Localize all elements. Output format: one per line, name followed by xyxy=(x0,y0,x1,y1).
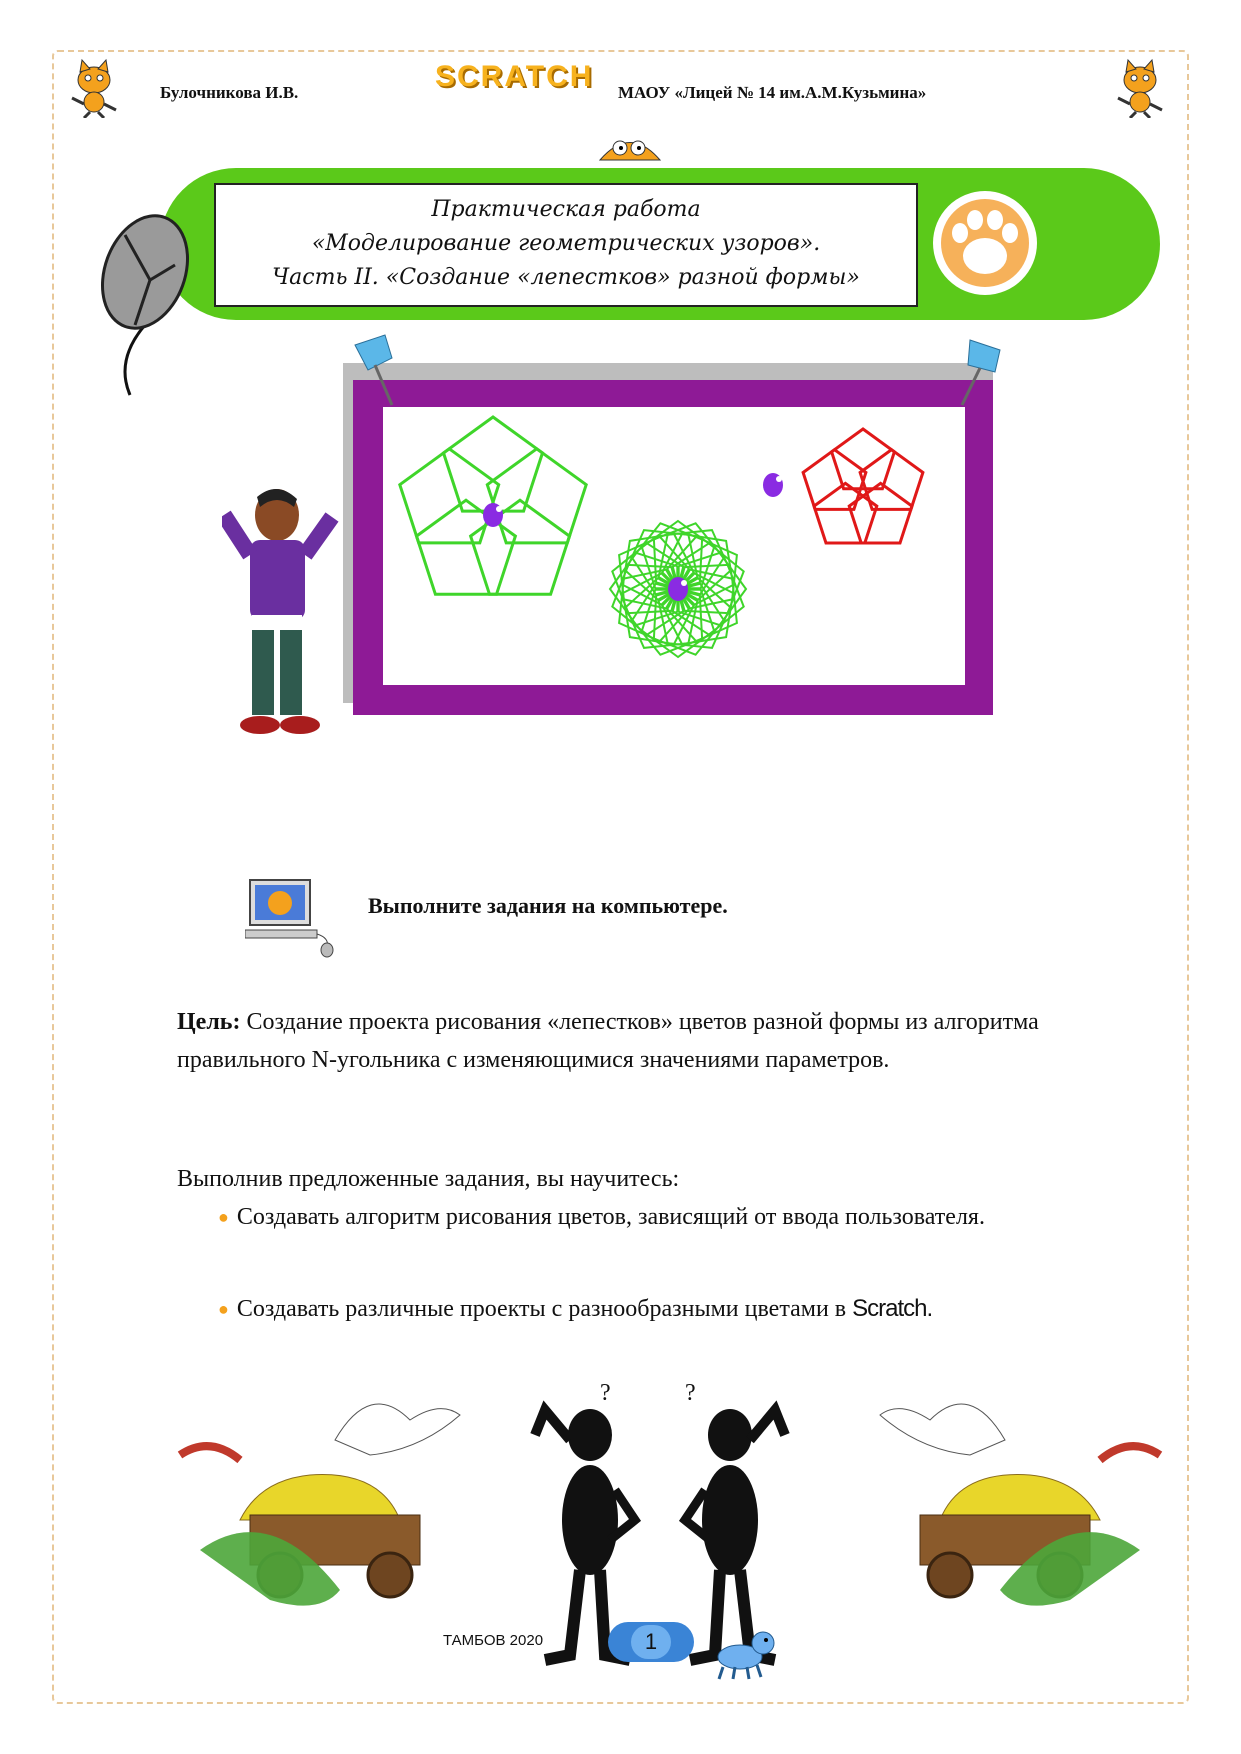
cart-illustration xyxy=(170,1380,540,1620)
scratch-logo: SCRATCH xyxy=(435,60,594,93)
computer-cat-icon xyxy=(245,878,340,958)
scratch-cat-icon xyxy=(64,58,124,118)
banner-title-box xyxy=(214,183,918,307)
bullet-text: Создавать алгоритм рисования цветов, зависящий от ввода пользователя. xyxy=(236,1204,985,1230)
cat-face-icon xyxy=(590,120,670,170)
cat-bullet-icon: ● xyxy=(218,1207,229,1227)
intro-text: Выполнив предложенные задания, вы научитесь: xyxy=(177,1166,680,1192)
banner-title-line3: Часть II. «Создание «лепестков» разной формы» xyxy=(272,265,860,290)
bullet-text: Создавать различные проекты с разнообразными цветами в xyxy=(236,1296,853,1322)
goal-text: Создание проекта рисования «лепестков» цветов разной формы из алгоритма правильного N-угольника с изменяющимися значениями параметров. xyxy=(177,1009,1039,1073)
list-item xyxy=(218,1198,1058,1236)
man-figure xyxy=(222,485,342,745)
svg-text:?: ? xyxy=(685,1380,696,1406)
page-number: 1 xyxy=(631,1625,671,1659)
sprite-icon xyxy=(483,503,503,527)
pushpin-icon xyxy=(950,330,1020,410)
svg-text:?: ? xyxy=(600,1380,611,1406)
banner-title-line1: Практическая работа xyxy=(431,197,701,222)
footer-city-year: ТАМБОВ 2020 xyxy=(443,1632,544,1649)
school-name: МАОУ «Лицей № 14 им.А.М.Кузьмина» xyxy=(618,83,927,102)
pattern-polygon xyxy=(400,449,499,543)
banner-title-line2: «Моделирование геометрических узоров». xyxy=(311,231,821,256)
pattern-polygon xyxy=(444,417,543,511)
scratch-cat-icon xyxy=(1110,58,1170,118)
page-number-badge xyxy=(608,1622,694,1662)
author-name: Булочникова И.В. xyxy=(160,83,299,102)
goal-label: Цель: xyxy=(177,1009,241,1035)
cart-illustration xyxy=(800,1380,1170,1620)
sprite-icon xyxy=(763,473,783,497)
paw-icon xyxy=(930,188,1040,298)
task-heading: Выполните задания на компьютере. xyxy=(368,893,728,918)
mouse-icon xyxy=(95,210,195,400)
pattern-polygon xyxy=(487,449,586,543)
goal-paragraph xyxy=(177,1003,1107,1079)
bullet-text-tail: Scratch. xyxy=(852,1295,933,1322)
pushpin-icon xyxy=(340,330,410,410)
cat-bullet-icon: ● xyxy=(218,1299,229,1319)
sprite-icon xyxy=(668,577,688,601)
dog-icon xyxy=(705,1625,780,1680)
list-item xyxy=(218,1290,1148,1328)
geometric-patterns xyxy=(383,407,965,685)
